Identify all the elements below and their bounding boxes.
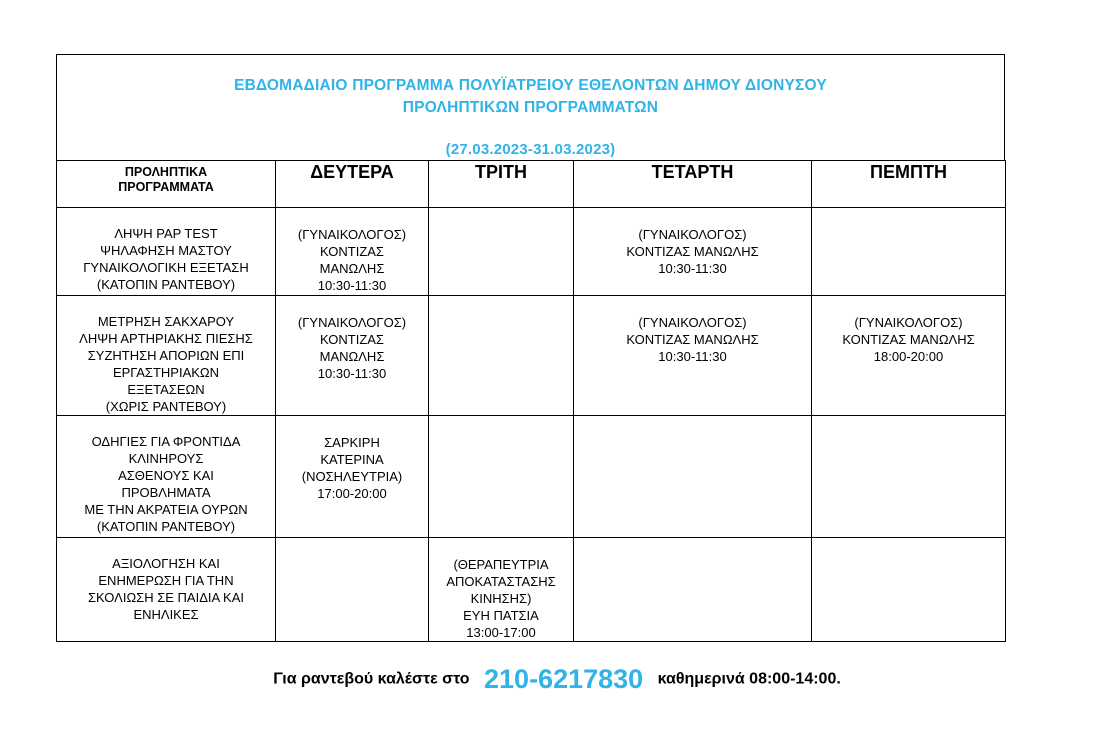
table-header-row <box>57 161 1006 208</box>
program-cell <box>57 208 276 296</box>
table-row <box>57 538 1006 642</box>
cell-line: 10:30-11:30 <box>658 349 727 364</box>
wednesday-cell <box>574 538 812 642</box>
cell-line: ΕΥΗ ΠΑΤΣΙΑ <box>463 608 539 623</box>
cell-line: (ΝΟΣΗΛΕΥΤΡΙΑ) <box>301 469 403 484</box>
thursday-cell <box>812 416 1006 538</box>
page-subtitle: ΠΡΟΛΗΠΤΙΚΩΝ ΠΡΟΓΡΑΜΜΑΤΩΝ <box>402 99 659 116</box>
cell-line: ΚΟΝΤΙΖΑΣ <box>320 244 384 259</box>
header-thursday: ΠΕΜΠΤΗ <box>812 161 1006 208</box>
cell-line: ΣΚΟΛΙΩΣΗ ΣΕ ΠΑΙΔΙΑ ΚΑΙ <box>87 590 245 605</box>
thursday-cell <box>812 538 1006 642</box>
cell-line: ΑΣΘΕΝΟΥΣ ΚΑΙ <box>118 468 214 483</box>
wednesday-cell <box>574 416 812 538</box>
cell-line: ΚΟΝΤΙΖΑΣ ΜΑΝΩΛΗΣ <box>626 244 759 259</box>
cell-line: ΚΙΝΗΣΗΣ) <box>470 591 532 606</box>
thursday-cell <box>812 208 1006 296</box>
footer-text-before: Για ραντεβού καλέστε στο <box>273 670 470 688</box>
cell-line: ΛΗΨΗ PAP TEST <box>114 226 218 241</box>
cell-line: ΜΕΤΡΗΣΗ ΣΑΚΧΑΡΟΥ <box>97 314 235 329</box>
header-monday: ΔΕΥΤΕΡΑ <box>276 161 429 208</box>
cell-line: ΣΥΖΗΤΗΣΗ ΑΠΟΡΙΩΝ ΕΠΙ <box>87 348 245 363</box>
cell-line: (ΓΥΝΑΙΚΟΛΟΓΟΣ) <box>638 227 747 242</box>
cell-line: (ΚΑΤΟΠΙΝ ΡΑΝΤΕΒΟΥ) <box>96 519 236 534</box>
cell-line: (ΓΥΝΑΙΚΟΛΟΓΟΣ) <box>638 315 747 330</box>
cell-line: ΠΡΟΒΛΗΜΑΤΑ <box>121 485 211 500</box>
cell-line: ΟΔΗΓΙΕΣ ΓΙΑ ΦΡΟΝΤΙΔΑ <box>91 434 241 449</box>
cell-line: ΛΗΨΗ ΑΡΤΗΡΙΑΚΗΣ ΠΙΕΣΗΣ <box>79 331 253 346</box>
monday-cell <box>276 416 429 538</box>
header-programs <box>57 161 276 208</box>
footer-contact <box>0 664 1114 695</box>
monday-cell <box>276 538 429 642</box>
date-range: (27.03.2023-31.03.2023) <box>445 141 616 158</box>
thursday-cell <box>812 296 1006 416</box>
cell-line: ΚΟΝΤΙΖΑΣ ΜΑΝΩΛΗΣ <box>626 332 759 347</box>
cell-line: (ΓΥΝΑΙΚΟΛΟΓΟΣ) <box>297 315 407 330</box>
schedule-body <box>57 208 1006 642</box>
cell-line: ΜΑΝΩΛΗΣ <box>319 349 385 364</box>
cell-line: ΚΟΝΤΙΖΑΣ ΜΑΝΩΛΗΣ <box>842 332 975 347</box>
header-programs-line: ΠΡΟΓΡΑΜΜΑΤΑ <box>118 180 214 194</box>
header-tuesday: ΤΡΙΤΗ <box>429 161 574 208</box>
program-cell <box>57 538 276 642</box>
cell-line: 10:30-11:30 <box>658 261 727 276</box>
program-cell <box>57 416 276 538</box>
monday-cell <box>276 208 429 296</box>
cell-line: ΕΝΗΜΕΡΩΣΗ ΓΙΑ ΤΗΝ <box>98 573 234 588</box>
cell-line: ΑΞΙΟΛΟΓΗΣΗ ΚΑΙ <box>112 556 220 571</box>
table-row <box>57 416 1006 538</box>
cell-line: 18:00-20:00 <box>873 349 944 364</box>
header-wednesday: ΤΕΤΑΡΤΗ <box>574 161 812 208</box>
cell-line: (ΓΥΝΑΙΚΟΛΟΓΟΣ) <box>297 227 407 242</box>
cell-line: ΓΥΝΑΙΚΟΛΟΓΙΚΗ ΕΞΕΤΑΣΗ <box>83 260 249 275</box>
page-title: ΕΒΔΟΜΑΔΙΑΙΟ ΠΡΟΓΡΑΜΜΑ ΠΟΛΥΪΑΤΡΕΙΟΥ ΕΘΕΛΟΝΤΩΝ ΔΗΜΟΥ ΔΙΟΝΥΣΟΥ <box>234 77 827 94</box>
header-programs-line: ΠΡΟΛΗΠΤΙΚΑ <box>124 165 208 179</box>
cell-line: ΕΞΕΤΑΣΕΩΝ <box>127 382 205 397</box>
cell-line: (ΓΥΝΑΙΚΟΛΟΓΟΣ) <box>854 315 963 330</box>
tuesday-cell <box>429 416 574 538</box>
cell-line: ΑΠΟΚΑΤΑΣΤΑΣΗΣ <box>446 574 556 589</box>
cell-line: ΚΛΙΝΗΡΟΥΣ <box>128 451 204 466</box>
cell-line: ΣΑΡΚΙΡΗ <box>324 435 380 450</box>
cell-line: ΜΑΝΩΛΗΣ <box>319 261 385 276</box>
tuesday-cell <box>429 208 574 296</box>
monday-cell <box>276 296 429 416</box>
schedule-table <box>56 160 1006 642</box>
tuesday-cell <box>429 296 574 416</box>
cell-line: ΚΑΤΕΡΙΝΑ <box>320 452 384 467</box>
cell-line: (ΘΕΡΑΠΕΥΤΡΙΑ <box>453 557 549 572</box>
footer-text-after: καθημερινά 08:00-14:00. <box>657 670 841 688</box>
cell-line: 17:00-20:00 <box>317 486 387 501</box>
table-row <box>57 208 1006 296</box>
cell-line: (ΧΩΡΙΣ ΡΑΝΤΕΒΟΥ) <box>105 399 227 414</box>
cell-line: ΜΕ ΤΗΝ ΑΚΡΑΤΕΙΑ ΟΥΡΩΝ <box>84 502 248 517</box>
cell-line: (ΚΑΤΟΠΙΝ ΡΑΝΤΕΒΟΥ) <box>96 277 236 292</box>
cell-line: 13:00-17:00 <box>466 625 536 640</box>
wednesday-cell <box>574 208 812 296</box>
title-box <box>56 54 1005 160</box>
cell-line: 10:30-11:30 <box>317 278 387 293</box>
cell-line: 10:30-11:30 <box>317 366 387 381</box>
cell-line: ΕΝΗΛΙΚΕΣ <box>133 607 199 622</box>
table-row <box>57 296 1006 416</box>
cell-line: ΨΗΛΑΦΗΣΗ ΜΑΣΤΟΥ <box>100 243 232 258</box>
tuesday-cell <box>429 538 574 642</box>
cell-line: ΚΟΝΤΙΖΑΣ <box>320 332 384 347</box>
program-cell <box>57 296 276 416</box>
wednesday-cell <box>574 296 812 416</box>
cell-line: ΕΡΓΑΣΤΗΡΙΑΚΩΝ <box>112 365 220 380</box>
phone-number[interactable]: 210-6217830 <box>484 664 644 694</box>
